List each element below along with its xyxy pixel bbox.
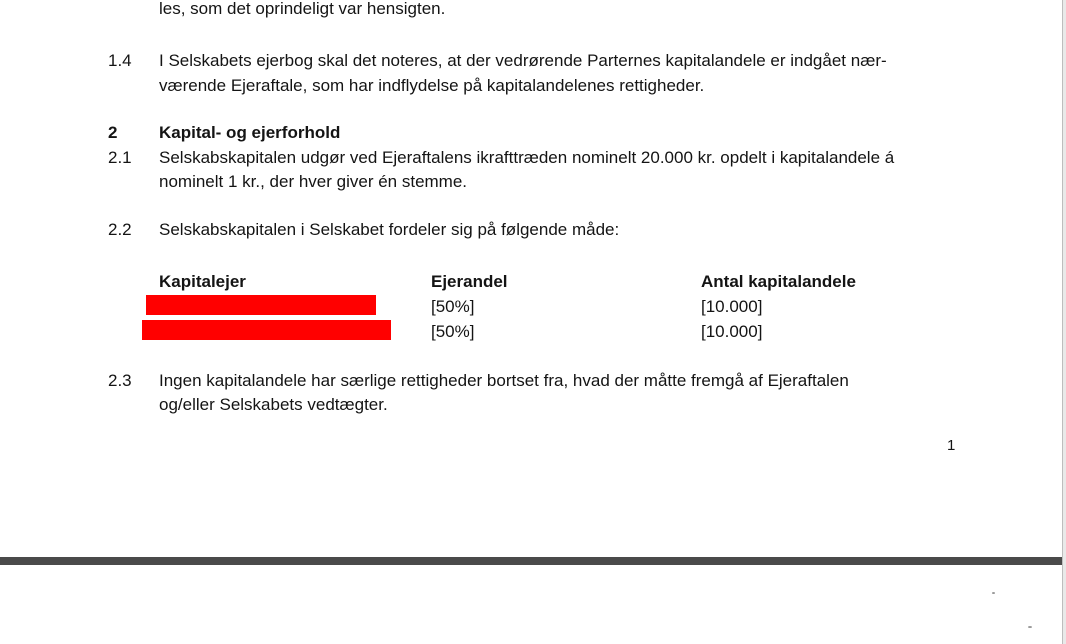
section-number-2-1: 2.1 (108, 148, 132, 167)
section-number-2: 2 (108, 123, 118, 142)
section-1-4-text-line-1: I Selskabets ejerbog skal det noteres, at der vedrørende Parternes kapitalandele er indgået nær- (159, 51, 887, 70)
section-2-1-text-line-1: Selskabskapitalen udgør ved Ejeraftalens ikrafttræden nominelt 20.000 kr. opdelt i kapitalandele á (159, 148, 895, 167)
owner-count-cell: [10.000] (701, 297, 763, 316)
table-header-count: Antal kapitalandele (701, 272, 856, 291)
page-separator (0, 557, 1066, 565)
redaction-bar (142, 320, 391, 340)
section-1-4-text-line-2: værende Ejeraftale, som har indflydelse på kapitalandelenes rettigheder. (159, 76, 705, 95)
scan-speck (992, 592, 995, 594)
owner-share-cell: [50%] (431, 322, 475, 341)
table-header-share: Ejerandel (431, 272, 508, 291)
section-2-2-text: Selskabskapitalen i Selskabet fordeler sig på følgende måde: (159, 220, 620, 239)
page-edge (1062, 0, 1066, 644)
owner-count-cell: [10.000] (701, 322, 763, 341)
section-2-3-text-line-2: og/eller Selskabets vedtægter. (159, 395, 388, 414)
scan-speck (1028, 626, 1032, 628)
section-number-2-2: 2.2 (108, 220, 132, 239)
section-number-2-3: 2.3 (108, 371, 132, 390)
section-number-1-4: 1.4 (108, 51, 132, 70)
next-document-page (0, 565, 1062, 644)
continued-text-line: les, som det oprindeligt var hensigten. (159, 0, 446, 18)
table-header-owner: Kapitalejer (159, 272, 246, 291)
section-2-3-text-line-1: Ingen kapitalandele har særlige rettigheder bortset fra, hvad der måtte fremgå af Ejeraftalen (159, 371, 849, 390)
redaction-bar (146, 295, 376, 315)
page-number: 1 (947, 437, 956, 454)
owner-share-cell: [50%] (431, 297, 475, 316)
section-2-heading: Kapital- og ejerforhold (159, 123, 341, 142)
section-2-1-text-line-2: nominelt 1 kr., der hver giver én stemme. (159, 172, 468, 191)
